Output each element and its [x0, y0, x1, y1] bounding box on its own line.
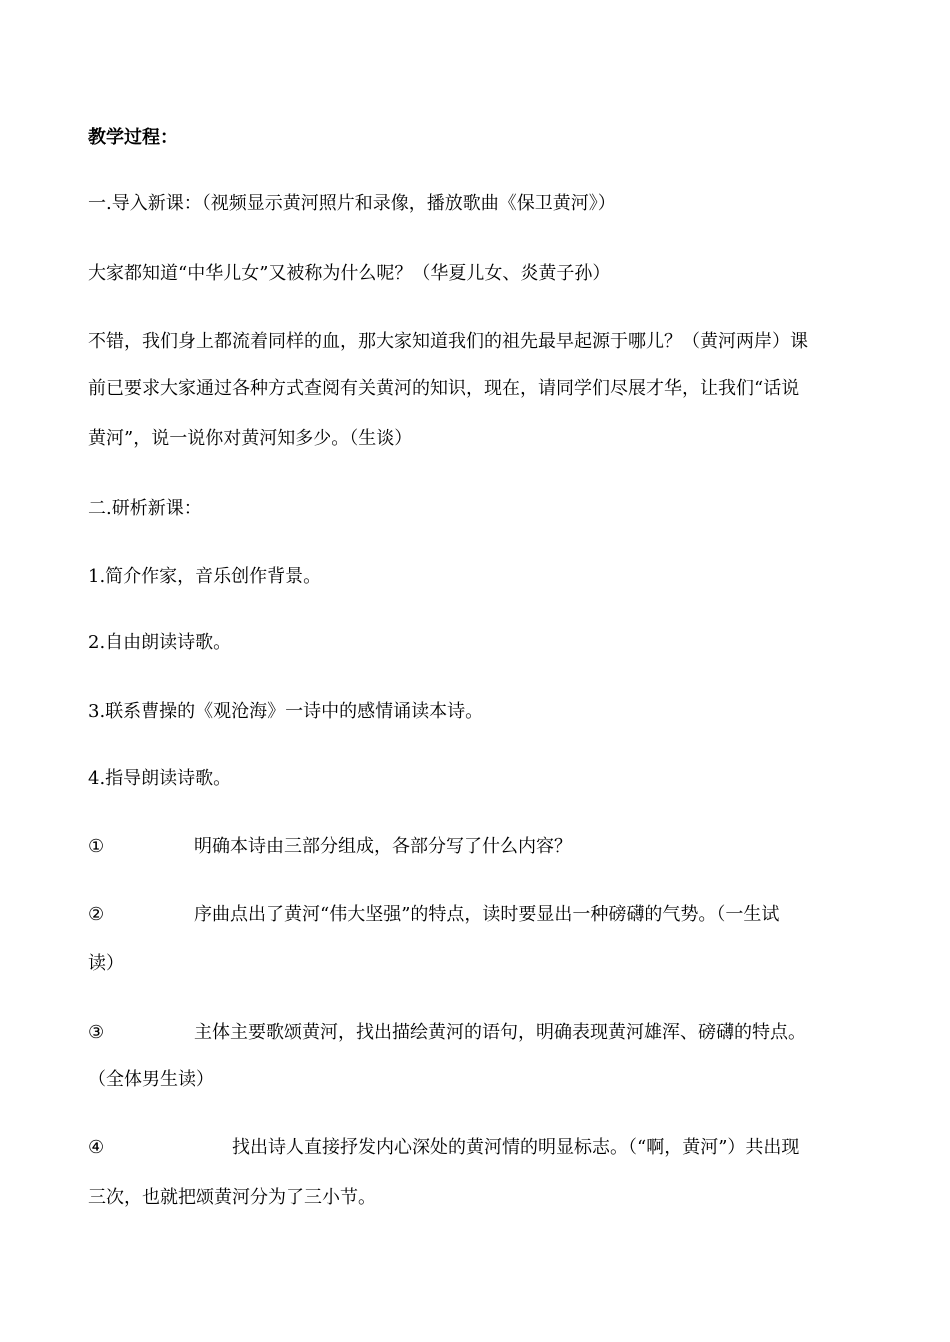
- item-4-text-line-2: 三次，也就把颂黄河分为了三小节。: [88, 1187, 376, 1208]
- item-3-marker: ③: [88, 1022, 105, 1043]
- section-1-paragraph-2-line-2: 前已要求大家通过各种方式查阅有关黄河的知识，现在，请同学们尽展才华，让我们“话说: [88, 378, 800, 399]
- item-1-text-line-1: 明确本诗由三部分组成，各部分写了什么内容？: [194, 836, 572, 857]
- section-1-paragraph-2-line-3: 黄河”，说一说你对黄河知多少。（生谈）: [88, 428, 413, 449]
- item-2-text-line-1: 序曲点出了黄河“伟大坚强”的特点，读时要显出一种磅礴的气势。（一生试: [194, 904, 780, 925]
- step-4: 4.指导朗读诗歌。: [88, 768, 232, 789]
- item-2-marker: ②: [88, 904, 105, 925]
- item-4-marker: ④: [88, 1137, 105, 1158]
- section-1-title: 一.导入新课：（视频显示黄河照片和录像，播放歌曲《保卫黄河》）: [88, 193, 616, 214]
- item-1-marker: ①: [88, 836, 105, 857]
- item-2-text-line-2: 读）: [88, 953, 124, 974]
- item-3-text-line-2: （全体男生读）: [88, 1069, 214, 1090]
- section-1-paragraph-2-line-1: 不错，我们身上都流着同样的血，那大家知道我们的祖先最早起源于哪儿？（黄河两岸）课: [88, 331, 808, 352]
- section-2-title: 二.研析新课：: [88, 498, 202, 519]
- lesson-process-heading: 教学过程：: [88, 127, 178, 148]
- step-1: 1.简介作家，音乐创作背景。: [88, 566, 322, 587]
- section-1-paragraph-1: 大家都知道“中华儿女”又被称为什么呢？（华夏儿女、炎黄子孙）: [88, 263, 611, 284]
- step-2: 2.自由朗读诗歌。: [88, 632, 232, 653]
- step-3: 3.联系曹操的《观沧海》一诗中的感情诵读本诗。: [88, 701, 484, 722]
- item-4-text-line-1: 找出诗人直接抒发内心深处的黄河情的明显标志。（“啊，黄河”）共出现: [232, 1137, 800, 1158]
- item-3-text-line-1: 主体主要歌颂黄河，找出描绘黄河的语句，明确表现黄河雄浑、磅礴的特点。: [194, 1022, 806, 1043]
